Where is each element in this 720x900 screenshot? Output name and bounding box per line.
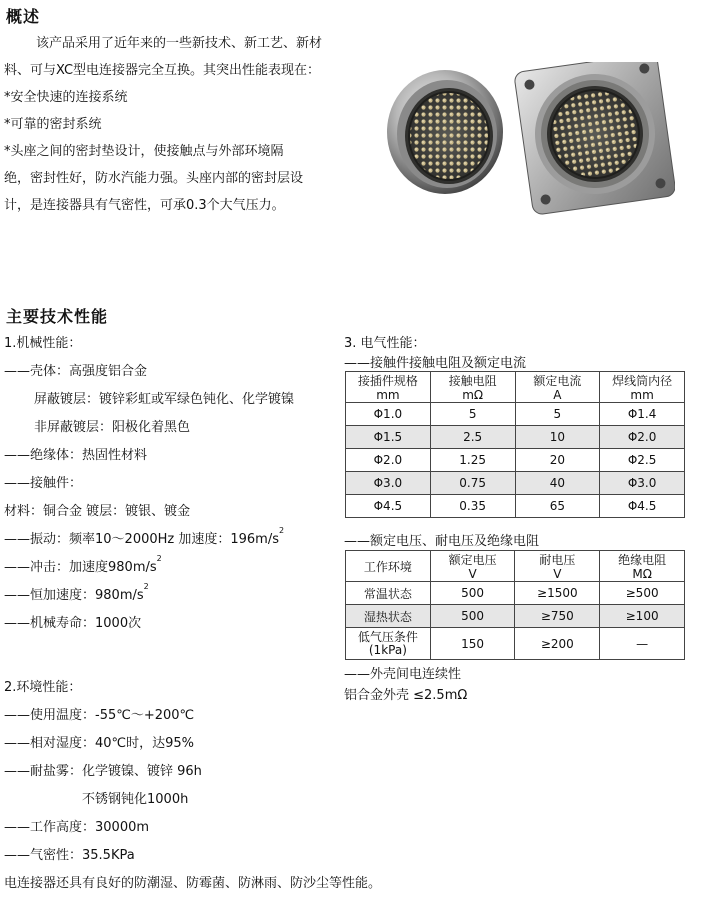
table-row [346,582,685,605]
table-cell: Φ2.0 [600,426,685,449]
shell-continuity-title: ——外壳间电连续性 [344,667,462,682]
table-row [346,426,685,449]
overview-line: *头座之间的密封垫设计，使接触点与外部环境隔 [4,144,284,159]
table-header-cell [430,372,515,403]
table-cell: Φ3.0 [600,472,685,495]
environmental-temperature: ——使用温度：-55℃～+200℃ [4,708,195,723]
table-cell: ≥500 [600,582,685,605]
table-header-cell [600,551,685,582]
header-unit: A [553,387,562,402]
header-label: 绝缘电阻 [618,552,667,567]
table-header-cell [600,372,685,403]
overview-line: 计，是连接器具有气密性，可承0.3个大气压力。 [4,198,285,213]
mechanical-shock [4,556,162,575]
header-label: 额定电压 [448,552,497,567]
table-cell: ≥100 [600,605,685,628]
mechanical-material: 材料：铜合金 镀层：镀银、镀金 [4,504,191,519]
table-cell: Φ1.5 [346,426,431,449]
overview-paragraph [4,30,322,219]
header-unit: V [468,566,477,581]
header-unit: mm [630,387,654,402]
overview-line: 料、可与XC型电连接器完全互换。其突出性能表现在： [4,63,321,78]
connector-photo [385,62,675,222]
overview-line: *可靠的密封系统 [4,117,102,132]
circular-plug-connector-icon [387,70,503,194]
table-cell: ≥200 [515,628,600,660]
table-row [346,605,685,628]
electrical-heading: 3. 电气性能： [344,336,426,351]
overview-line: 该产品采用了近年来的一些新技术、新工艺、新材 [36,36,323,51]
table-row [346,403,685,426]
vibration-text: ——振动：频率10～2000Hz 加速度：196m/s [4,532,279,547]
table-row [346,472,685,495]
header-label: 接插件规格 [357,373,418,388]
constant-accel-text: ——恒加速度：980m/s [4,588,144,603]
environmental-humidity: ——相对湿度：40℃时，达95% [4,736,195,751]
table-cell: 20 [515,449,600,472]
table-cell: 5 [515,403,600,426]
table-header-cell [515,372,600,403]
vibration-sup: 2 [279,526,285,535]
table-cell: 2.5 [430,426,515,449]
table-header-row [346,551,685,582]
mechanical-insulator: ——绝缘体：热固性材料 [4,448,148,463]
header-label: 接触电阻 [448,373,497,388]
overview-line: 绝，密封性好，防水汽能力强。头座内部的密封层设 [4,171,304,186]
table-cell: 低气压条件 (1kPa) [346,628,431,660]
table-header-row [346,372,685,403]
table-cell: Φ2.0 [346,449,431,472]
table-cell: 40 [515,472,600,495]
environmental-stainless: 不锈钢钝化1000h [82,792,189,807]
mechanical-shell: ——壳体：高强度铝合金 [4,364,148,379]
table-cell: — [600,628,685,660]
voltage-insulation-table [345,550,685,660]
shock-text: ——冲击：加速度980m/s [4,560,157,575]
table-row [346,449,685,472]
contact-resistance-table [345,371,685,518]
header-label: 额定电流 [533,373,582,388]
table-cell: Φ3.0 [346,472,431,495]
header-unit: MΩ [632,566,652,581]
environmental-airtight: ——气密性：35.5KPa [4,848,135,863]
specs-title: 主要技术性能 [6,307,109,326]
mechanical-shield-plating: 屏蔽镀层：镀锌彩虹或军绿色钝化、化学镀镍 [34,392,295,407]
environmental-salt-spray: ——耐盐雾：化学镀镍、镀锌 96h [4,764,202,779]
header-unit: mm [376,387,400,402]
table-cell: 65 [515,495,600,518]
voltage-table-title: ——额定电压、耐电压及绝缘电阻 [344,534,540,549]
shock-sup: 2 [156,554,162,563]
table-cell: 500 [430,605,515,628]
mechanical-constant-accel [4,584,149,603]
table-cell: ≥750 [515,605,600,628]
table-cell: Φ1.0 [346,403,431,426]
mechanical-life: ——机械寿命：1000次 [4,616,142,631]
table-cell: 0.35 [430,495,515,518]
table-cell: Φ2.5 [600,449,685,472]
constant-accel-sup: 2 [143,582,149,591]
environmental-heading: 2.环境性能： [4,680,82,695]
environmental-altitude: ——工作高度：30000m [4,820,150,835]
mechanical-non-shield-plating: 非屏蔽镀层：阳极化着黑色 [34,420,191,435]
header-label: 工作环境 [363,559,412,574]
shell-continuity-value: 铝合金外壳 ≤2.5mΩ [344,688,468,703]
table-cell: 150 [430,628,515,660]
overview-line: *安全快速的连接系统 [4,90,128,105]
environmental-summary: 电连接器还具有良好的防潮湿、防霉菌、防淋雨、防沙尘等性能。 [4,876,382,891]
header-label: 焊线筒内径 [612,373,673,388]
table-cell: ≥1500 [515,582,600,605]
table-cell: Φ1.4 [600,403,685,426]
table-cell: 500 [430,582,515,605]
table-header-cell [515,551,600,582]
table-row [346,628,685,660]
table-header-cell [346,372,431,403]
table-header-cell [346,551,431,582]
table-cell: 1.25 [430,449,515,472]
table-cell: Φ4.5 [346,495,431,518]
header-unit: V [553,566,562,581]
table-cell: 湿热状态 [346,605,431,628]
mechanical-heading: 1.机械性能： [4,336,82,351]
table-cell: 5 [430,403,515,426]
table-cell: 10 [515,426,600,449]
header-unit: mΩ [462,387,484,402]
table-row [346,495,685,518]
table-cell: 0.75 [430,472,515,495]
header-label: 耐电压 [539,552,576,567]
square-flange-receptacle-icon [514,62,675,215]
mechanical-vibration [4,528,284,547]
overview-title: 概述 [6,7,41,26]
table-header-cell [430,551,515,582]
table-cell: 常温状态 [346,582,431,605]
contact-table-title: ——接触件接触电阻及额定电流 [344,356,527,371]
table-cell: Φ4.5 [600,495,685,518]
mechanical-contact: ——接触件： [4,476,83,491]
